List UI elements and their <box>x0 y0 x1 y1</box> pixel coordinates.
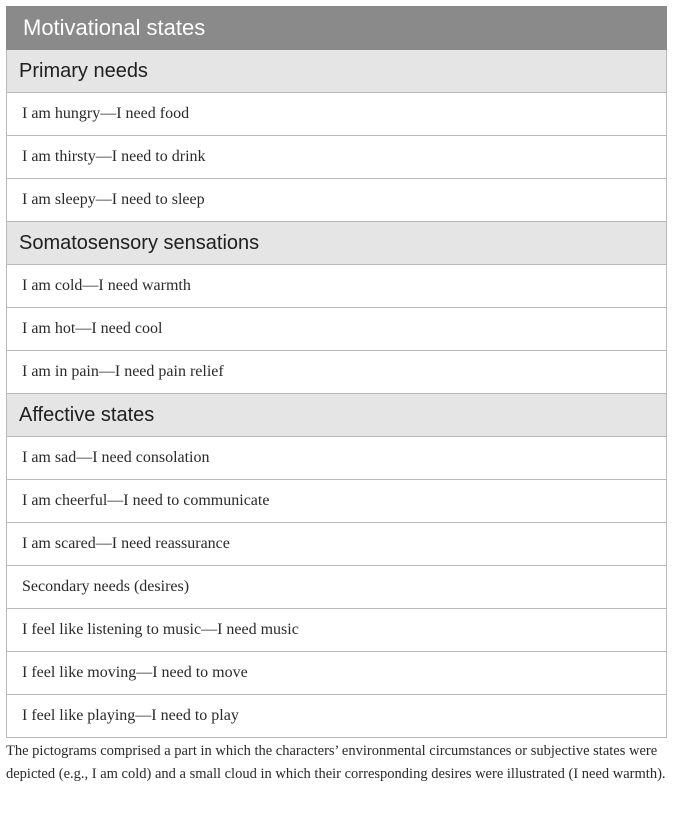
section-heading-somatosensory-sensations <box>7 222 667 265</box>
motivational-states-table <box>6 6 667 738</box>
table-row <box>7 265 667 308</box>
table-cell: I feel like playing—I need to play <box>7 695 667 738</box>
table-row <box>7 566 667 609</box>
table-cell: I am hungry—I need food <box>7 93 667 136</box>
table-cell: I am in pain—I need pain relief <box>7 351 667 394</box>
table-row <box>7 695 667 738</box>
table-cell: I feel like moving—I need to move <box>7 652 667 695</box>
table-cell: I am cheerful—I need to communicate <box>7 480 667 523</box>
table-caption: The pictograms comprised a part in which the characters’ environmental circumstances or subjective states were depicted (e.g., I am cold) and a small cloud in which their corresponding desires were illustrated (I need warmth). <box>6 743 666 782</box>
table-cell: I am thirsty—I need to drink <box>7 136 667 179</box>
table-row <box>7 437 667 480</box>
section-heading-primary-needs <box>7 50 667 93</box>
section-heading: Affective states <box>7 394 667 437</box>
section-heading-affective-states <box>7 394 667 437</box>
table-row <box>7 609 667 652</box>
table-row <box>7 136 667 179</box>
table-row <box>7 179 667 222</box>
table-cell: I am sleepy—I need to sleep <box>7 179 667 222</box>
table-cell: I am cold—I need warmth <box>7 265 667 308</box>
table-title-row <box>7 7 667 50</box>
table-row <box>7 523 667 566</box>
motivational-states-table-container <box>6 6 667 738</box>
table-cell: I feel like listening to music—I need music <box>7 609 667 652</box>
table-cell: Secondary needs (desires) <box>7 566 667 609</box>
table-cell: I am sad—I need consolation <box>7 437 667 480</box>
table-cell: I am scared—I need reassurance <box>7 523 667 566</box>
table-row <box>7 480 667 523</box>
table-row <box>7 308 667 351</box>
table-row <box>7 93 667 136</box>
section-heading: Somatosensory sensations <box>7 222 667 265</box>
table-row <box>7 652 667 695</box>
table-cell: I am hot—I need cool <box>7 308 667 351</box>
table-title: Motivational states <box>7 7 667 50</box>
table-row <box>7 351 667 394</box>
section-heading: Primary needs <box>7 50 667 93</box>
